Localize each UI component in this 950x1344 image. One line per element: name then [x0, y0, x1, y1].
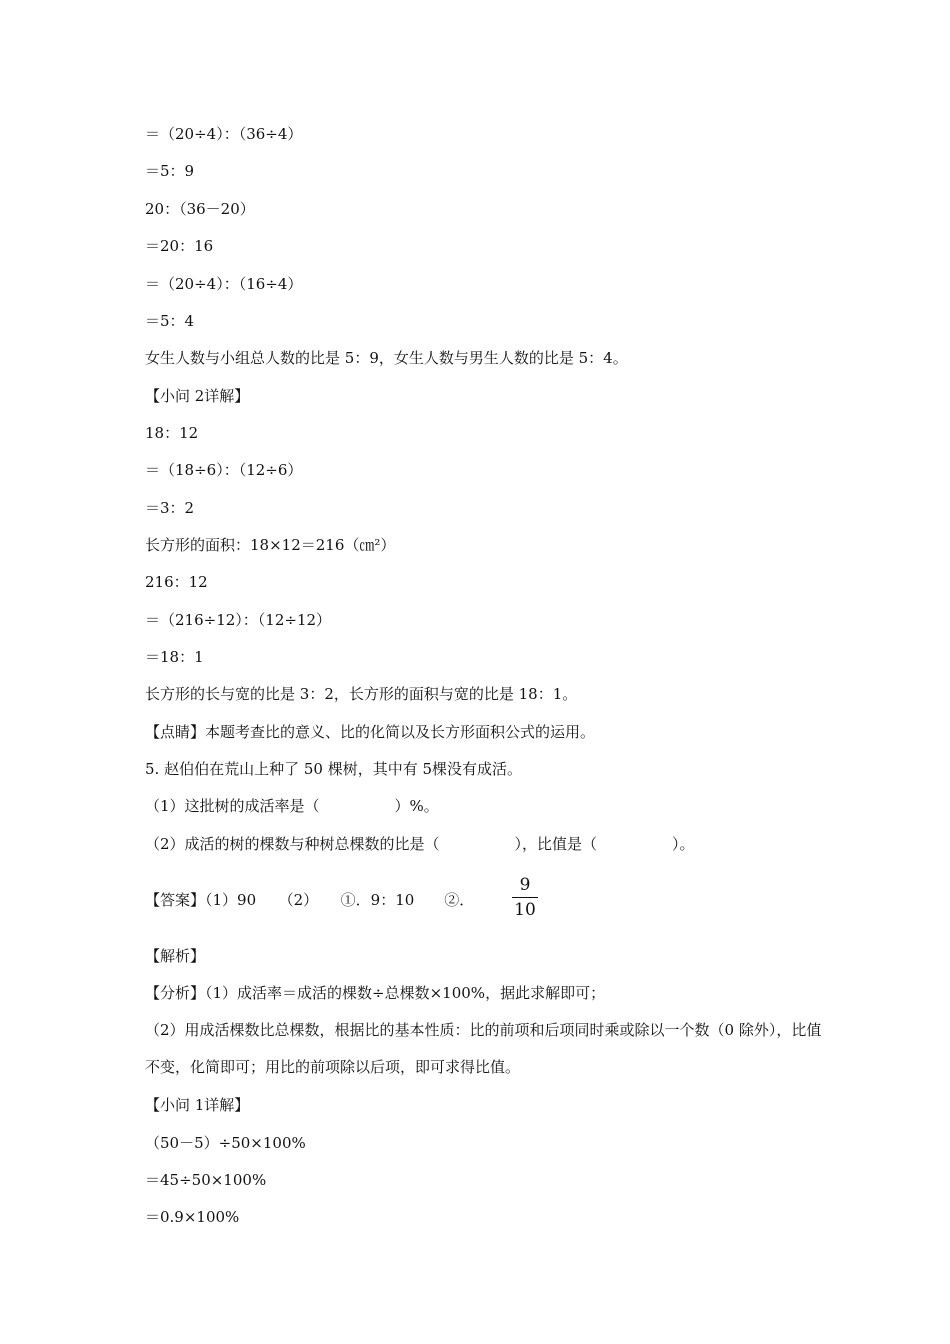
calc-line-2: ＝5：9	[145, 162, 195, 180]
calc-line-9: ＝3：2	[145, 499, 195, 517]
key-point: 【点睛】本题考查比的意义、比的化简以及长方形面积公式的运用。	[145, 723, 596, 741]
question-5: 5. 赵伯伯在荒山上种了 50 棵树，其中有 5棵没有成活。	[145, 760, 523, 778]
analysis-part-1: 【分析】（1）成活率＝成活的棵数÷总棵数×100%，据此求解即可；	[145, 984, 606, 1002]
calc-line-4: ＝20：16	[145, 237, 214, 255]
fraction-bar	[512, 897, 538, 898]
calc-line-10: 216：12	[145, 573, 208, 591]
fraction-numerator: 9	[519, 875, 531, 895]
section-heading-q1: 【小问 1详解】	[145, 1096, 250, 1114]
calc-line-13: （50－5）÷50×100%	[145, 1134, 306, 1152]
calc-line-12: ＝18：1	[145, 648, 204, 666]
question-5-part-1: （1）这批树的成活率是（ ）%。	[145, 797, 439, 815]
analysis-part-2: （2）用成活棵数比总棵数，根据比的基本性质：比的前项和后项同时乘或除以一个数（0 除外），比值不变，化简即可；用比的前项除以后项，即可求得比值。	[145, 1021, 822, 1076]
question-5-part-2: （2）成活的树的棵数与种树总棵数的比是（ ），比值是（ ）。	[145, 835, 695, 853]
section-heading-q2: 【小问 2详解】	[145, 387, 250, 405]
analysis-heading: 【解析】	[145, 947, 206, 965]
conclusion-line-1: 女生人数与小组总人数的比是 5：9，女生人数与男生人数的比是 5：4。	[145, 349, 628, 367]
calc-line-11: ＝（216÷12）：（12÷12）	[145, 611, 332, 629]
fraction-denominator: 10	[514, 900, 536, 920]
area-line: 长方形的面积：18×12＝216（㎝²）	[145, 536, 396, 554]
calc-line-5: ＝（20÷4）：（16÷4）	[145, 275, 303, 293]
calc-line-8: ＝（18÷6）：（12÷6）	[145, 461, 303, 479]
calc-line-7: 18：12	[145, 424, 199, 442]
answer-fraction	[512, 875, 538, 920]
calc-line-3: 20：（36－20）	[145, 200, 255, 218]
calc-line-6: ＝5：4	[145, 312, 195, 330]
answer-line: 【答案】（1）90 （2） ①．9：10 ②．	[145, 891, 475, 909]
calc-line-1: ＝（20÷4）：（36÷4）	[145, 125, 303, 143]
calc-line-14: ＝45÷50×100%	[145, 1171, 267, 1189]
conclusion-line-2: 长方形的长与宽的比是 3：2，长方形的面积与宽的比是 18：1。	[145, 685, 578, 703]
calc-line-15: ＝0.9×100%	[145, 1208, 240, 1226]
